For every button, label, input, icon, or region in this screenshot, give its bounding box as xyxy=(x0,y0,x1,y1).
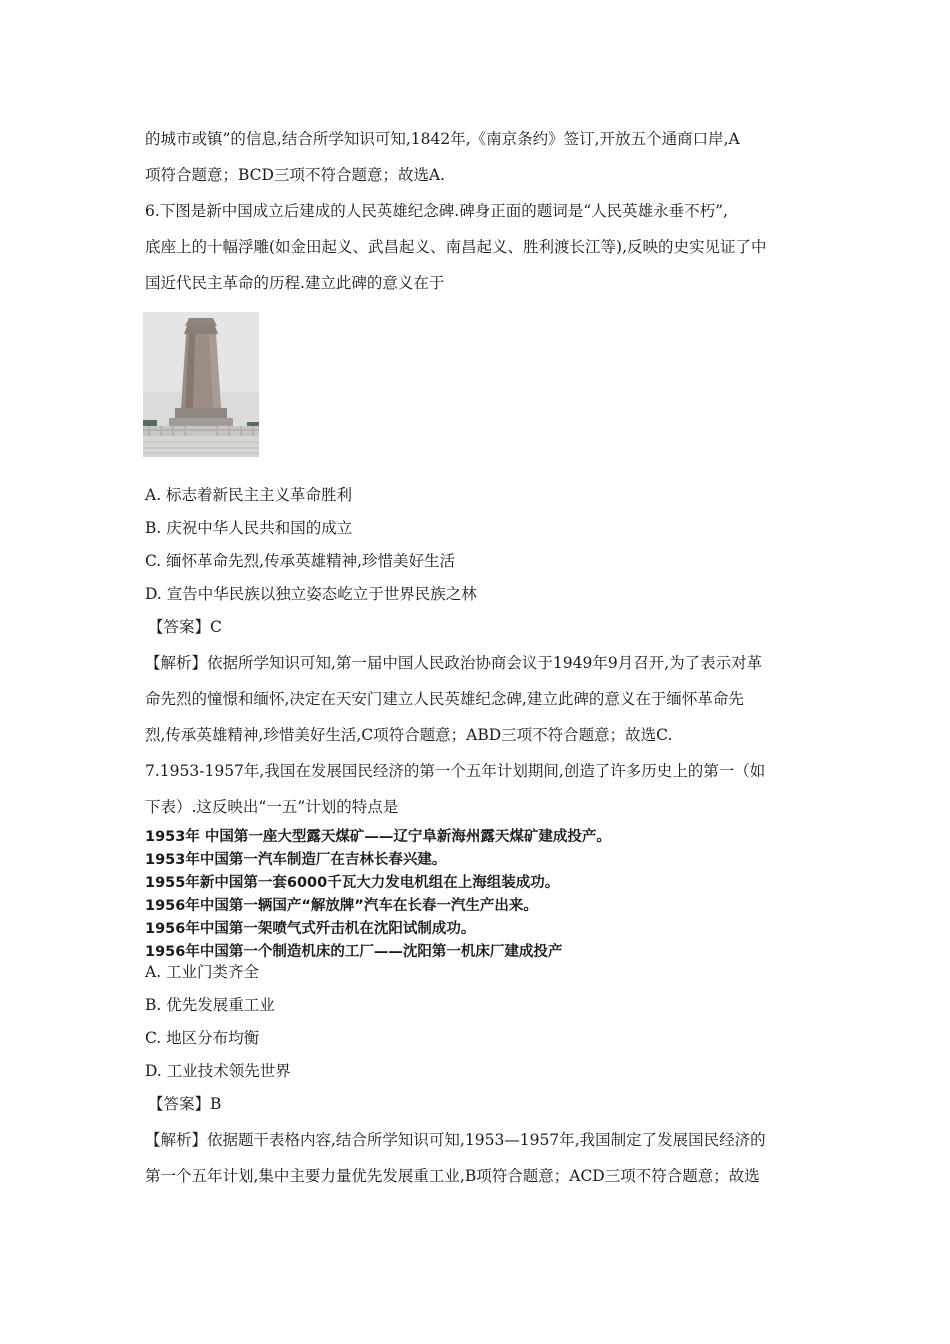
question-7-stem: 7.1953-1957年,我国在发展国民经济的第一个五年计划期间,创造了许多历史上的第一（如 xyxy=(145,762,766,780)
option-c: C. 缅怀革命先烈,传承英雄精神,珍惜美好生活 xyxy=(145,552,456,570)
option-a: A. 工业门类齐全 xyxy=(145,963,260,981)
answer-label: 【答案】B xyxy=(148,1095,222,1113)
option-b: B. 庆祝中华人民共和国的成立 xyxy=(145,519,353,537)
question-6-stem: 国近代民主革命的历程.建立此碑的意义在于 xyxy=(145,274,445,292)
table-row: 1953年中国第一汽车制造厂在吉林长春兴建。 xyxy=(145,852,447,868)
question-6-stem: 底座上的十幅浮雕(如金田起义、武昌起义、南昌起义、胜利渡长江等),反映的史实见证了中 xyxy=(145,238,767,256)
option-b: B. 优先发展重工业 xyxy=(145,996,275,1014)
analysis-line: 命先烈的憧憬和缅怀,决定在天安门建立人民英雄纪念碑,建立此碑的意义在于缅怀革命先 xyxy=(145,690,744,708)
table-row: 1956年中国第一个制造机床的工厂——沈阳第一机床厂建成投产 xyxy=(145,944,563,960)
monument-photo xyxy=(143,312,259,457)
option-d: D. 宣告中华民族以独立姿态屹立于世界民族之林 xyxy=(145,585,477,603)
text-line: 的城市或镇”的信息,结合所学知识可知,1842年,《南京条约》签订,开放五个通商口岸,A xyxy=(145,130,740,148)
option-a: A. 标志着新民主主义革命胜利 xyxy=(145,486,353,504)
table-row: 1956年中国第一架喷气式歼击机在沈阳试制成功。 xyxy=(145,921,476,937)
analysis-line: 第一个五年计划,集中主要力量优先发展重工业,B项符合题意；ACD三项不符合题意；故选 xyxy=(145,1167,760,1185)
table-row: 1956年中国第一辆国产“解放牌”汽车在长春一汽生产出来。 xyxy=(145,898,538,914)
text-line: 项符合题意；BCD三项不符合题意；故选A. xyxy=(145,166,446,184)
answer-label: 【答案】C xyxy=(148,618,222,636)
analysis-line: 【解析】依据所学知识可知,第一届中国人民政治协商会议于1949年9月召开,为了表示对革 xyxy=(145,654,763,672)
analysis-line: 【解析】依据题干表格内容,结合所学知识可知,1953—1957年,我国制定了发展国民经济的 xyxy=(145,1131,766,1149)
option-d: D. 工业技术领先世界 xyxy=(145,1062,291,1080)
question-7-stem: 下表）.这反映出“一五”计划的特点是 xyxy=(145,798,399,816)
analysis-line: 烈,传承英雄精神,珍惜美好生活,C项符合题意；ABD三项不符合题意；故选C. xyxy=(145,726,673,744)
question-6-stem: 6.下图是新中国成立后建成的人民英雄纪念碑.碑身正面的题词是“人民英雄永垂不朽”, xyxy=(145,202,728,220)
table-row: 1955年新中国第一套6000千瓦大力发电机组在上海组装成功。 xyxy=(145,875,560,891)
option-c: C. 地区分布均衡 xyxy=(145,1029,260,1047)
table-row: 1953年 中国第一座大型露天煤矿——辽宁阜新海州露天煤矿建成投产。 xyxy=(145,829,611,845)
